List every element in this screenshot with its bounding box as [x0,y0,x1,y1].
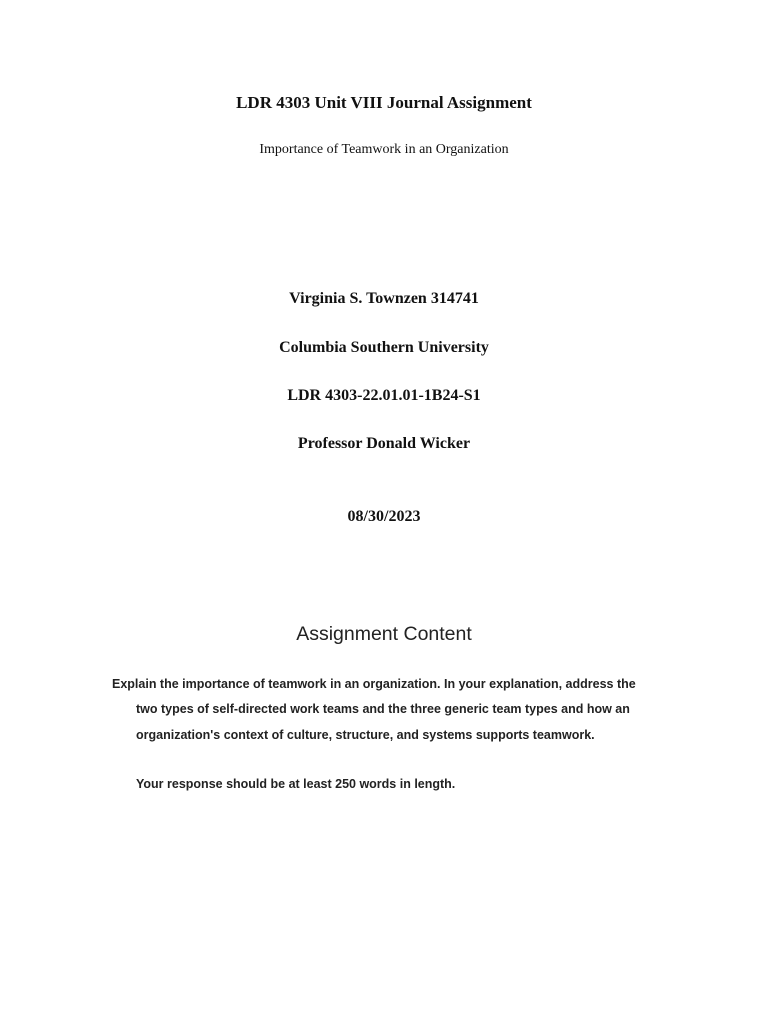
author-name: Virginia S. Townzen 314741 [289,290,479,307]
professor-name: Professor Donald Wicker [297,435,471,452]
assignment-prompt-line-3: organization's context of culture, structure, and systems supports teamwork. [136,728,595,742]
university-name: Columbia Southern University [279,339,489,356]
assignment-prompt-line-1: Explain the importance of teamwork in an organization. In your explanation, address the [112,677,636,691]
assignment-content-heading: Assignment Content [296,623,472,645]
course-code: LDR 4303-22.01.01-1B24-S1 [287,387,481,404]
document-title: LDR 4303 Unit VIII Journal Assignment [236,93,532,112]
document-subtitle: Importance of Teamwork in an Organization [259,142,509,157]
submission-date: 08/30/2023 [347,508,421,525]
length-requirement: Your response should be at least 250 words in length. [136,777,456,791]
assignment-prompt-line-2: two types of self-directed work teams and the three generic team types and how an [136,702,630,716]
